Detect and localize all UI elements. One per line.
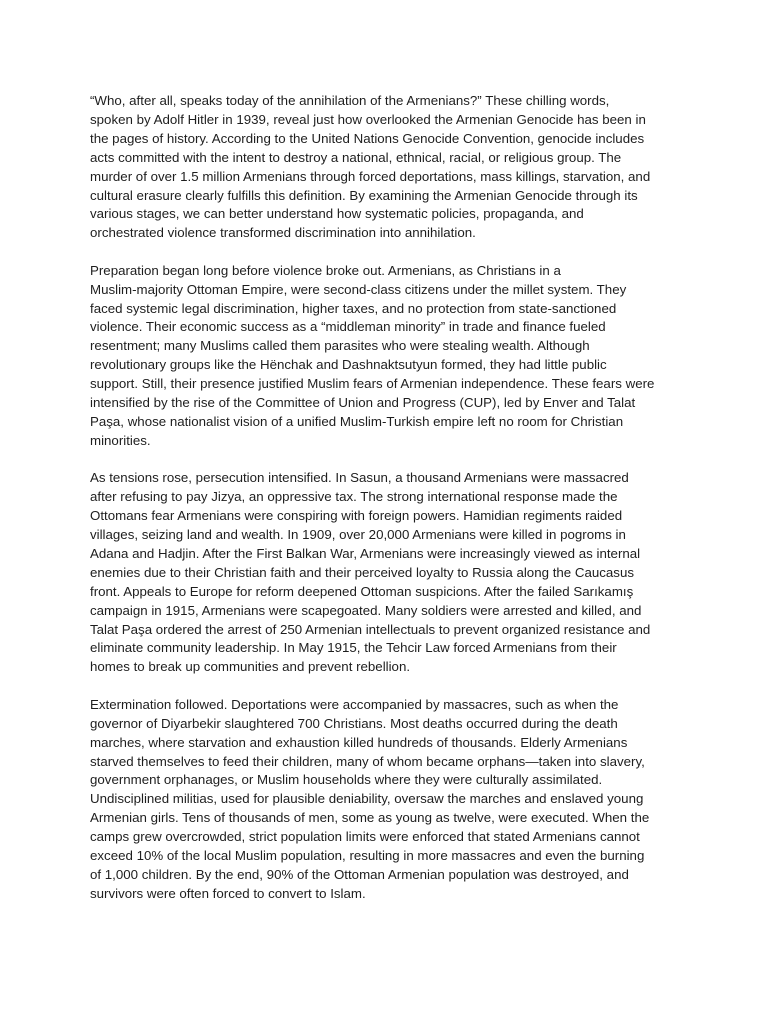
paragraph-preparation: Preparation began long before violence broke out. Armenians, as Christians in a Muslim-majority Ottoman Empire, were second-class citizens under the millet system. They faced systemic legal discrimination, higher taxes, and no protection from state-sanctioned violence. Their economic success as a “middleman minority” in trade and finance fueled resentment; many Muslims called them parasites who were stealing wealth. Although revolutionary groups like the Hënchak and Dashnaktsutyun formed, they had little public support. Still, their presence justified Muslim fears of Armenian independence. These fears were intensified by the rise of the Committee of Union and Progress (CUP), led by Enver and Talat Paşa, whose nationalist vision of a unified Muslim-Turkish empire left no room for Christian minorities. <box>90 262 655 448</box>
paragraph-introduction: “Who, after all, speaks today of the annihilation of the Armenians?” These chilling words, spoken by Adolf Hitler in 1939, reveal just how overlooked the Armenian Genocide has been in the pages of history. According to the United Nations Genocide Convention, genocide includes acts committed with the intent to destroy a national, ethnical, racial, or religious group. The murder of over 1.5 million Armenians through forced deportations, mass killings, starvation, and cultural erasure clearly fulfills this definition. By examining the Armenian Genocide through its various stages, we can better understand how systematic policies, propaganda, and orchestrated violence transformed discrimination into annihilation. <box>90 93 651 241</box>
essay-body <box>90 92 680 922</box>
paragraph-persecution: As tensions rose, persecution intensified. In Sasun, a thousand Armenians were massacred after refusing to pay Jizya, an oppressive tax. The strong international response made the Ottomans fear Armenians were conspiring with foreign powers. Hamidian regiments raided villages, seizing land and wealth. In 1909, over 20,000 Armenians were killed in pogroms in Adana and Hadjin. After the First Balkan War, Armenians were increasingly viewed as internal enemies due to their Christian faith and their perceived loyalty to Russia along the Caucasus front. Appeals to Europe for reform deepened Ottoman suspicions. After the failed Sarıkamış campaign in 1915, Armenians were scapegoated. Many soldiers were arrested and killed, and Talat Paşa ordered the arrest of 250 Armenian intellectuals to prevent organized resistance and eliminate community leadership. In May 1915, the Tehcir Law forced Armenians from their homes to break up communities and prevent rebellion. <box>90 470 651 675</box>
paragraph-extermination: Extermination followed. Deportations were accompanied by massacres, such as when the governor of Diyarbekir slaughtered 700 Christians. Most deaths occurred during the death marches, where starvation and exhaustion killed hundreds of thousands. Elderly Armenians starved themselves to feed their children, many of whom became orphans—taken into slavery, government orphanages, or Muslim households where they were culturally assimilated. Undisciplined militias, used for plausible deniability, oversaw the marches and enslaved young Armenian girls. Tens of thousands of men, some as young as twelve, were executed. When the camps grew overcrowded, strict population limits were enforced that stated Armenians cannot exceed 10% of the local Muslim population, resulting in more massacres and even the burning of 1,000 children. By the end, 90% of the Ottoman Armenian population was destroyed, and survivors were often forced to convert to Islam. <box>90 696 650 901</box>
